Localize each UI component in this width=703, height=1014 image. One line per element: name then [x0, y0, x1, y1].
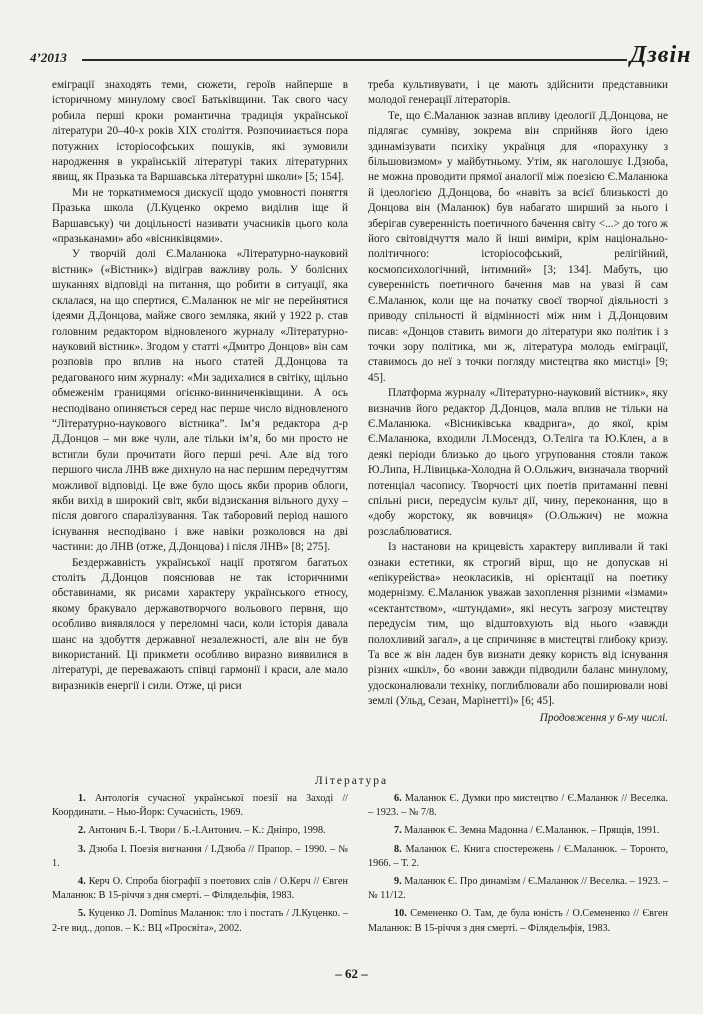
paragraph: еміграції знаходять теми, сюжети, героїв найперше в історичному минулому своєї Батьківщини. Так свого часу робила перші кроки романтична традиція української літератури 20–40-х років XIX століття. Розпочинається пора потужних історіософських пошуків, які зумовили народження в українській літературі таких літературних явищ, як Празька та Варшавська літературні школи» [5; 154].: [52, 79, 348, 184]
reference-text: Антологія сучасної української поезії на Заході // Координати. – Нью-Йорк: Сучасність, 1969.: [52, 793, 349, 819]
paragraph: Те, що Є.Маланюк зазнав впливу ідеології Д.Донцова, не підлягає сумніву, зокрема він сприйняв його ідею здинамізувати психіку українця для «порахунку з більшовизмом» у майбутньому. Утім, як наголошує І.Дзюба, не можна проводити прямої аналогії між поезією Є.Маланюка й ідеологією Д.Донцова, бо «навіть за всієї близькості до Донцова він (Маланюк) був набагато ширший за нього і зберігав суверенність поетичного бачення світу <...> до того ж його світовідчуття мало й інші виміри, крім національно-політичного: історіософський, релігійний, космопсихологічний, інтимний» [3; 134]. Мабуть, цю суверенність поетичного бачення мав на увазі й сам Є.Маланюк, коли ще на початку своєї творчої діяльності з приводу спільності й відмінності між ним і Д.Донцовим писав: «Донцов ставить вимоги до літератури яко політик і з точки зору політика, ми ж, література молодь еміграції, ставимось до неї з точки погляду мистецтва яко мистці» [9; 45].: [368, 109, 668, 384]
reference-number: 5.: [78, 908, 86, 920]
reference-item: [368, 792, 668, 820]
references-heading: Література: [314, 775, 389, 787]
reference-number: 9.: [394, 876, 402, 888]
reference-text: Семененко О. Там, де була юність / О.Семененко // Євген Маланюк: В 15-річчя з дня смерті. – Філядельфія, 1983.: [368, 908, 668, 934]
reference-item: [52, 843, 348, 871]
reference-item: [368, 875, 668, 903]
paragraph: Бездержавність української нації протягом багатьох століть Д.Донцов пояснював не так історичними обставинами, як рисами характеру українського етносу, якому бракувало державотворчого вольового первня, що особливо виявлялося у переломні часи, коли історія давала шанс на здобуття державної незалежності, але він не був використаний. Ці прикмети особливо виразно виявилися в літературі, де переважають співці гармонії і краси, але мало виразників енергії і сили. Отже, ці риси: [52, 556, 348, 692]
page-header: [30, 42, 692, 74]
paragraph: У творчій долі Є.Маланюка «Літературно-науковий вістник» («Вістник») відіграв важливу роль. У болісних шуканнях відповіді на питання, що робити в ситуації, яка склалася, на що спертися, Є.Маланюк не міг не перейнятися ідеями Д.Донцова, майже свого земляка, який у 1922 р. став головним редактором відновленого журналу «Літературно-науковий вістник». Згодом у статті «Дмитро Донцов» він сам розповів про вплив на нього статей Д.Донцова та редагованого ним журналу: «Ми задихалися в світіку, щільно обмеженім границями огієнко-винниченківщини. А ось несподівано опиняється серед нас перше число відновленого “Літературно-наукового вістника”. Ім’я редактора д-р Д.Донцов – ми вже чули, але тільки ім’я, бо ми просто не встигли були прочитати його перші речі. Але від того першого числа ЛНВ вже дихнуло на нас першим передчуттям можливої відповіді. Це вже було щось якби прорив облоги, якби вихід в широкий світ, якби відзискання вільного духу – після довгого спаралізування. Так таборовий період нашого існування несподівано і вже навіки розколовся на дві частини: до ЛНВ (отже, Д.Донцова) і після ЛНВ» [8; 275].: [52, 248, 348, 554]
reference-text: Маланюк Є. Думки про мистецтво / Є.Маланюк // Веселка. – 1923. – № 7/8.: [368, 793, 668, 819]
reference-text: Дзюба І. Поезія вигнання / І.Дзюба // Прапор. – 1990. – № 1.: [52, 843, 349, 869]
reference-text: Керч О. Спроба біографії з поетових слів / О.Керч // Євген Маланюк: В 15-річчя з дня смерті. – Філядельфія, 1983.: [52, 876, 348, 902]
issue-number: 4’2013: [30, 50, 67, 65]
reference-number: 4.: [78, 876, 86, 888]
reference-number: 10.: [394, 908, 407, 920]
header-rule: [82, 59, 627, 61]
paragraph: Ми не торкатимемося дискусії щодо умовності поняття Празька школа (Л.Куценко окремо виділив іще й Варшавську) чи доцільності називати учасників цього кола «празьканами» або «вісниківцями».: [52, 186, 348, 246]
reference-number: 6.: [394, 793, 402, 804]
reference-item: [52, 792, 348, 820]
reference-number: 8.: [394, 843, 402, 855]
reference-text: Маланюк Є. Про динамізм / Є.Маланюк // Веселка. – 1923. – № 11/12.: [368, 876, 668, 902]
page-number: – 62 –: [335, 966, 368, 981]
reference-item: [52, 907, 348, 935]
journal-logo: Дзвін: [630, 42, 692, 68]
reference-item: [368, 907, 668, 935]
right-column: [368, 78, 668, 752]
reference-number: 7.: [394, 825, 402, 837]
reference-text: Маланюк Є. Земна Мадонна / Є.Маланюк. – Прящів, 1991.: [404, 825, 660, 837]
reference-text: Куценко Л. Dominus Маланюк: тло і постать / Л.Куценко. – 2-ге вид., допов. – К.: ВЦ «Просвіта», 2002.: [52, 908, 348, 934]
reference-item: [368, 824, 668, 838]
reference-number: 1.: [78, 793, 86, 804]
references-left: [52, 792, 348, 940]
reference-item: [368, 843, 668, 871]
reference-text: Антонич Б.-І. Твори / Б.-І.Антонич. – К.: Дніпро, 1998.: [88, 825, 326, 837]
reference-item: [52, 824, 348, 838]
references-right: [368, 792, 668, 940]
reference-item: [52, 875, 348, 903]
reference-number: 3.: [78, 843, 86, 855]
reference-text: Маланюк Є. Книга спостережень / Є.Маланюк. – Торонто, 1966. – Т. 2.: [368, 843, 669, 869]
left-column: [52, 78, 348, 752]
paragraph: Із настанови на крицевість характеру випливали й такі ознаки естетики, як строгий вірш, що не допускав ні «епікурейства» неокласиків, ні орієнтації на поетику модернізму. Є.Маланюк уважав захоплення різними «ізмами» «сектантством», «штундами», які несуть загрозу мистецтву передусім тим, що відштовхують від нього «завжди полохливий загал», а це спричиняє в мистецтві глибоку кризу. Та все ж він ладен був визнати деяку користь від існування різних «шкіл», бо «вони завжди підводили баланс минулому, удосконалювали техніку, поглиблювали або поширювали нові землі (Ульд, Сезан, Марінетті)» [6; 45].: [368, 541, 668, 708]
paragraph: треба культивувати, і це мають здійснити представники молодої генерації літераторів.: [368, 79, 668, 107]
reference-number: 2.: [78, 825, 86, 837]
continuation-note: Продовження у 6-му числі.: [539, 711, 668, 724]
paragraph: Платформа журналу «Літературно-науковий вістник», яку визначив його редактор Д.Донцов, мала вплив не тільки на Є.Маланюка. «Вісниківська квадрига», до якої, крім Є.Маланюка, входили Л.Мосендз, О.Теліга та Ю.Клен, а в деякі періоди близько до цього угруповання стояли також Ю.Липа, Н.Лівицька-Холодна й О.Ольжич, визначала творчий потенціал часопису. Творчості цих поетів притаманні певні спільні риси, передусім культ дії, чину, переконання, що в «добу жорстоку, як вовчиця» (О.Ольжич) не можна розслаблюватися.: [368, 387, 668, 538]
